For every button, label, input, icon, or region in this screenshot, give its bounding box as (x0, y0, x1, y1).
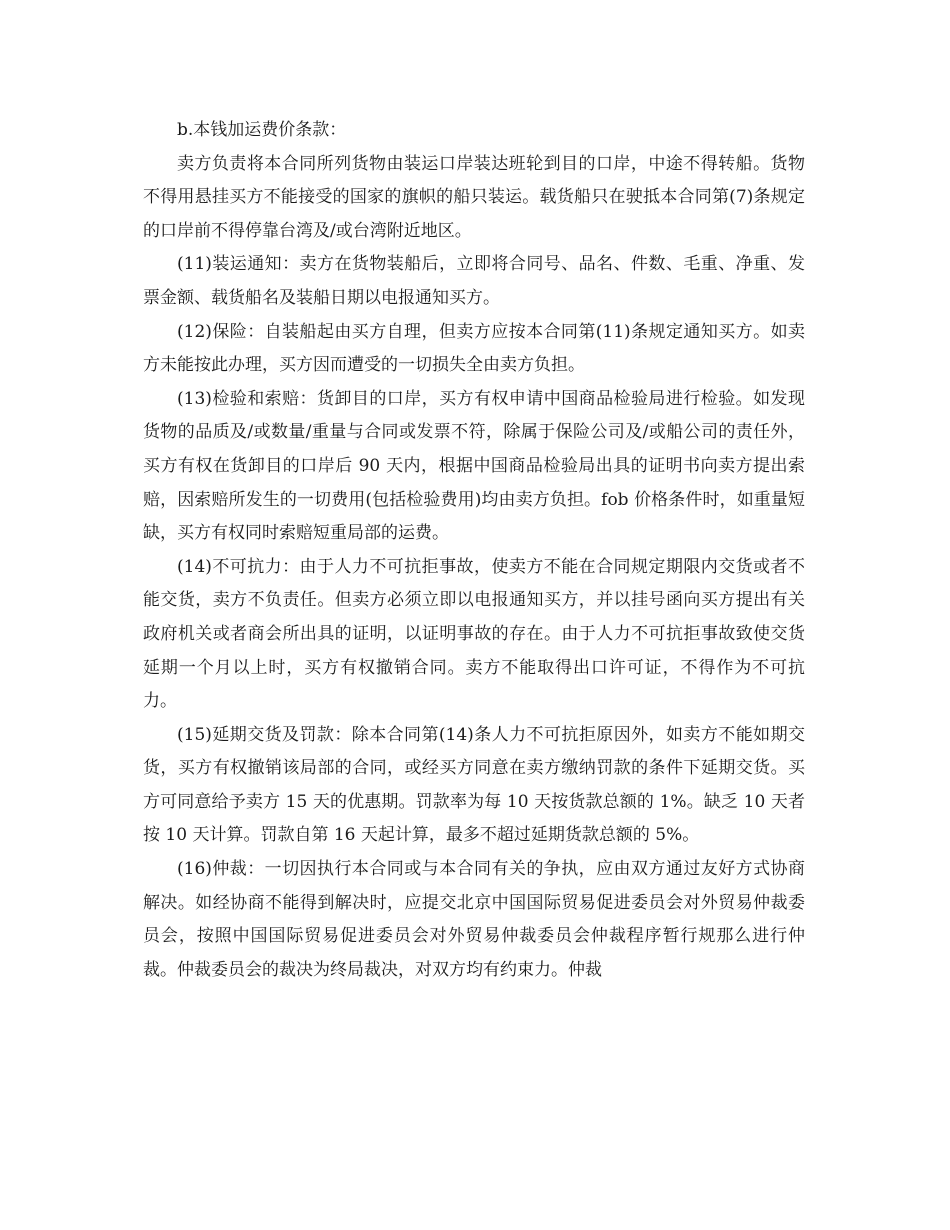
paragraph-clause-16-arbitration: (16)仲裁：一切因执行本合同或与本合同有关的争执，应由双方通过友好方式协商解决。如经协商不能得到解决时，应提交北京中国国际贸易促进委员会对外贸易仲裁委员会，按照中国国际贸易促进委员会对外贸易仲裁委员会仲裁程序暂行规那么进行仲裁。仲裁委员会的裁决为终局裁决，对双方均有约束力。仲裁 (143, 859, 805, 980)
paragraph-cfr-shipping: 卖方负责将本合同所列货物由装运口岸装达班轮到目的口岸，中途不得转船。货物不得用悬挂买方不能接受的国家的旗帜的船只装运。载货船只在驶抵本合同第(7)条规定的口岸前不得停靠台湾及/或台湾附近地区。 (143, 153, 805, 241)
paragraph-clause-11-shipping-notice: (11)装运通知：卖方在货物装船后，立即将合同号、品名、件数、毛重、净重、发票金额、载货船名及装船日期以电报通知买方。 (143, 254, 805, 308)
clause-heading-cfr: b.本钱加运费价条款： (177, 120, 347, 140)
paragraph-clause-12-insurance: (12)保险：自装船起由买方自理，但卖方应按本合同第(11)条规定通知买方。如卖方未能按此办理，买方因而遭受的一切损失全由卖方负担。 (143, 321, 805, 376)
paragraph-clause-13-inspection-claims: (13)检验和索赔：货卸目的口岸，买方有权申请中国商品检验局进行检验。如发现货物的品质及/或数量/重量与合同或发票不符，除属于保险公司及/或船公司的责任外，买方有权在货卸目的口岸后 90 天内，根据中国商品检验局出具的证明书向卖方提出索赔，因索赔所发生的一切费用(包括检验费用)均由卖方负担。fob 价格条件时，如重量短缺，买方有权同时索赔短重局部的运费。 (143, 388, 805, 544)
paragraph-clause-14-force-majeure: (14)不可抗力：由于人力不可抗拒事故，使卖方不能在合同规定期限内交货或者不能交货，卖方不负责任。但卖方必须立即以电报通知买方，并以挂号函向买方提出有关政府机关或者商会所出具的证明，以证明事故的存在。由于人力不可抗拒事故致使交货延期一个月以上时，买方有权撤销合同。卖方不能取得出口许可证，不得作为不可抗力。 (143, 556, 805, 712)
paragraph-clause-15-late-delivery-penalty: (15)延期交货及罚款：除本合同第(14)条人力不可抗拒原因外，如卖方不能如期交货，买方有权撤销该局部的合同，或经买方同意在卖方缴纳罚款的条件下延期交货。买方可同意给予卖方 15 天的优惠期。罚款率为每 10 天按货款总额的 1%。缺乏 10 天者按 10 天计算。罚款自第 16 天起计算，最多不超过延期货款总额的 5%。 (143, 724, 805, 846)
document-body (143, 114, 805, 987)
